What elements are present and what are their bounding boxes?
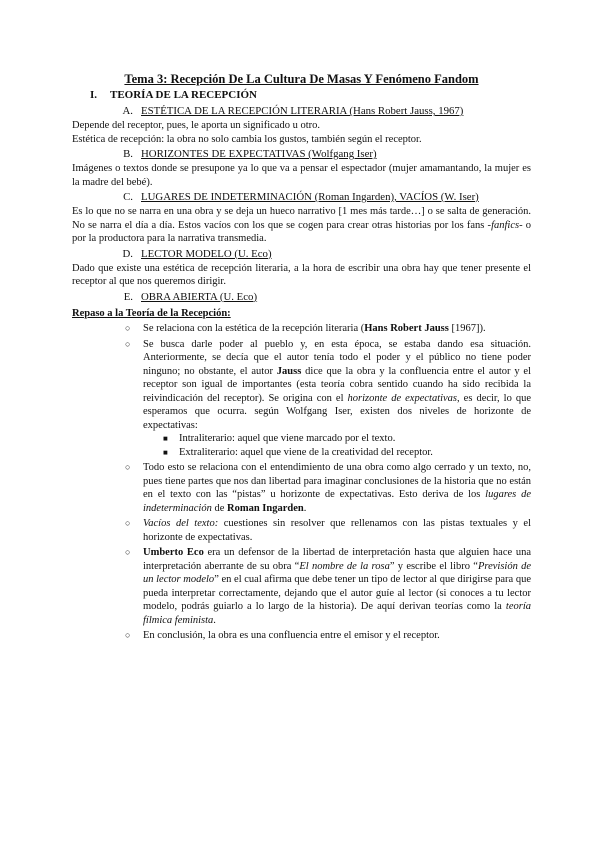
subsection-heading-e	[72, 290, 531, 305]
sub-list-item	[143, 446, 531, 460]
text-run: cuestiones sin resolver que rellenamos con las pistas textuales y el horizonte de expectativas.	[143, 518, 531, 543]
list-item	[72, 517, 531, 544]
text-run: En conclusión, la obra es una confluencia entre el emisor y el receptor.	[143, 630, 440, 641]
list-item	[72, 338, 531, 460]
text-run: .	[303, 502, 307, 514]
text-run-bold: Hans Robert Jauss	[364, 323, 449, 334]
text-run: de	[211, 502, 227, 514]
text-run: .	[213, 614, 216, 626]
list-item	[72, 461, 531, 515]
circle-bullet-icon: ○	[125, 462, 131, 472]
text-run: Extraliterario: aquel que viene de la creatividad del receptor.	[179, 446, 433, 458]
paragraph	[72, 205, 531, 246]
circle-bullet-icon: ○	[125, 323, 131, 333]
repaso-list	[72, 322, 531, 643]
subsection-letter: C.	[123, 191, 133, 203]
section-title: TEORÍA DE LA RECEPCIÓN	[110, 89, 258, 101]
text-run: [1967]).	[448, 323, 486, 334]
subsection-heading-d	[72, 247, 531, 262]
repaso-heading: Repaso a la Teoría de la Recepción:	[72, 307, 231, 319]
text-run-bold: Umberto Eco	[143, 547, 204, 558]
circle-bullet-icon: ○	[125, 630, 131, 640]
circle-bullet-icon: ○	[125, 518, 131, 528]
subsection-title: HORIZONTES DE EXPECTATIVAS (Wolfgang Iser)	[141, 148, 377, 160]
paragraph: Dado que existe una estética de recepción literaria, a la hora de escribir una obra hay que tener presente el receptor al que nos queremos dirigir.	[72, 262, 531, 287]
text-run: era un defensor de la libertad de interpretación hasta que alguien hace una interpretación aberrante de su obra “	[143, 547, 531, 572]
list-item	[72, 322, 531, 336]
text-run-italic: horizonte de expectativas	[347, 392, 458, 404]
subsection-heading-b	[72, 147, 531, 162]
text-run: Es lo que no se narra en una obra y se deja un hueco narrativo [1 mes más tarde…] o se salta de generación. No se narra el día a día. Estos vacíos con los que se cogen para crear otras historias por los fans -	[72, 206, 531, 231]
text-run-bold: Jauss	[276, 365, 302, 377]
text-run: , es decir, lo que esperamos que ocurra. según Wolfgang Iser, existen dos niveles de horizonte de expectativas:	[143, 392, 531, 431]
subsection-title: OBRA ABIERTA (U. Eco)	[141, 290, 258, 303]
subsection-heading-a	[72, 104, 531, 119]
paragraph: Estética de recepción: la obra no solo cambia los gustos, también según el receptor.	[72, 133, 422, 145]
subsection-letter: A.	[122, 105, 133, 117]
sub-list-item	[143, 432, 531, 446]
text-run-italic: Previsión de un lector modelo	[143, 560, 532, 585]
text-run-italic: lugares de indeterminación	[143, 489, 531, 514]
subsection-letter: D.	[122, 247, 133, 260]
section-heading	[72, 88, 531, 103]
text-run-italic: Vacíos del texto:	[143, 518, 219, 529]
text-run: Se busca darle poder al pueblo y, en esta época, se estaba dando esa situación. Anteriormente, se decía que el autor tenía todo el poder y el público no tiene poder ninguno; no obstante, el autor	[143, 338, 531, 377]
subsection-letter: B.	[123, 148, 133, 160]
text-run: - o por la productora para la narrativa transmedia.	[72, 219, 532, 244]
subsection-letter: E.	[123, 290, 133, 303]
circle-bullet-icon: ○	[125, 338, 131, 349]
text-run: ” en el cual afirma que debe tener un tipo de lector al que dirigirse para que pueda interpretar correctamente, dejando que el autor guíe al lector (si conoces a tu lector modelo, podrás guiarlo a lo largo de la historia). De aquí derivan teorías como la	[143, 574, 532, 612]
text-run-italic: El nombre de la rosa	[299, 560, 390, 572]
sub-list	[143, 432, 531, 459]
paragraph: Depende del receptor, pues, le aporta un significado u otro.	[72, 120, 320, 131]
paragraph: Imágenes o textos donde se presupone ya lo que va a pensar el espectador (mujer amamantando, la mujer es la madre del bebé).	[72, 163, 531, 188]
text-run: ” y escribe el libro “	[389, 560, 478, 572]
text-run: Intraliterario: aquel que viene marcado por el texto.	[179, 433, 396, 444]
text-run-italic: teoría fílmica feminista	[143, 601, 531, 626]
text-run-bold: Roman Ingarden	[227, 502, 304, 514]
list-item	[72, 629, 531, 643]
section-number: I.	[90, 89, 98, 101]
subsection-title: LECTOR MODELO (U. Eco)	[141, 247, 272, 260]
square-bullet-icon: ■	[163, 434, 168, 443]
subsection-title: LUGARES DE INDETERMINACIÓN (Roman Ingarden), VACÍOS (W. Iser)	[141, 191, 479, 203]
subsection-heading-c	[72, 190, 531, 205]
list-item	[72, 546, 531, 627]
text-run: Todo esto se relaciona con el entendimiento de una obra como algo cerrado y un texto, no, pues tiene partes que nos dan libertad para imaginar conclusiones de la historia que no están en el texto con las “pistas” u horizonte de expectativas. Esto deriva de los	[143, 462, 531, 500]
subsection-title: ESTÉTICA DE LA RECEPCIÓN LITERARIA (Hans Robert Jauss, 1967)	[141, 105, 464, 117]
circle-bullet-icon: ○	[125, 547, 131, 557]
text-run: dice que la obra y la confluencia entre el autor y el receptor son igual de importantes (esta teoría cobra sentido cuando ha sido recibida la reivindicación del receptor). Se origina con el	[143, 365, 531, 404]
text-run-italic: fanfics	[491, 219, 520, 231]
square-bullet-icon: ■	[163, 447, 168, 457]
document-title: Tema 3: Recepción De La Cultura De Masas Y Fenómeno Fandom	[124, 72, 479, 86]
document-page	[72, 72, 531, 645]
text-run: Se relaciona con la estética de la recepción literaria (	[143, 323, 365, 334]
